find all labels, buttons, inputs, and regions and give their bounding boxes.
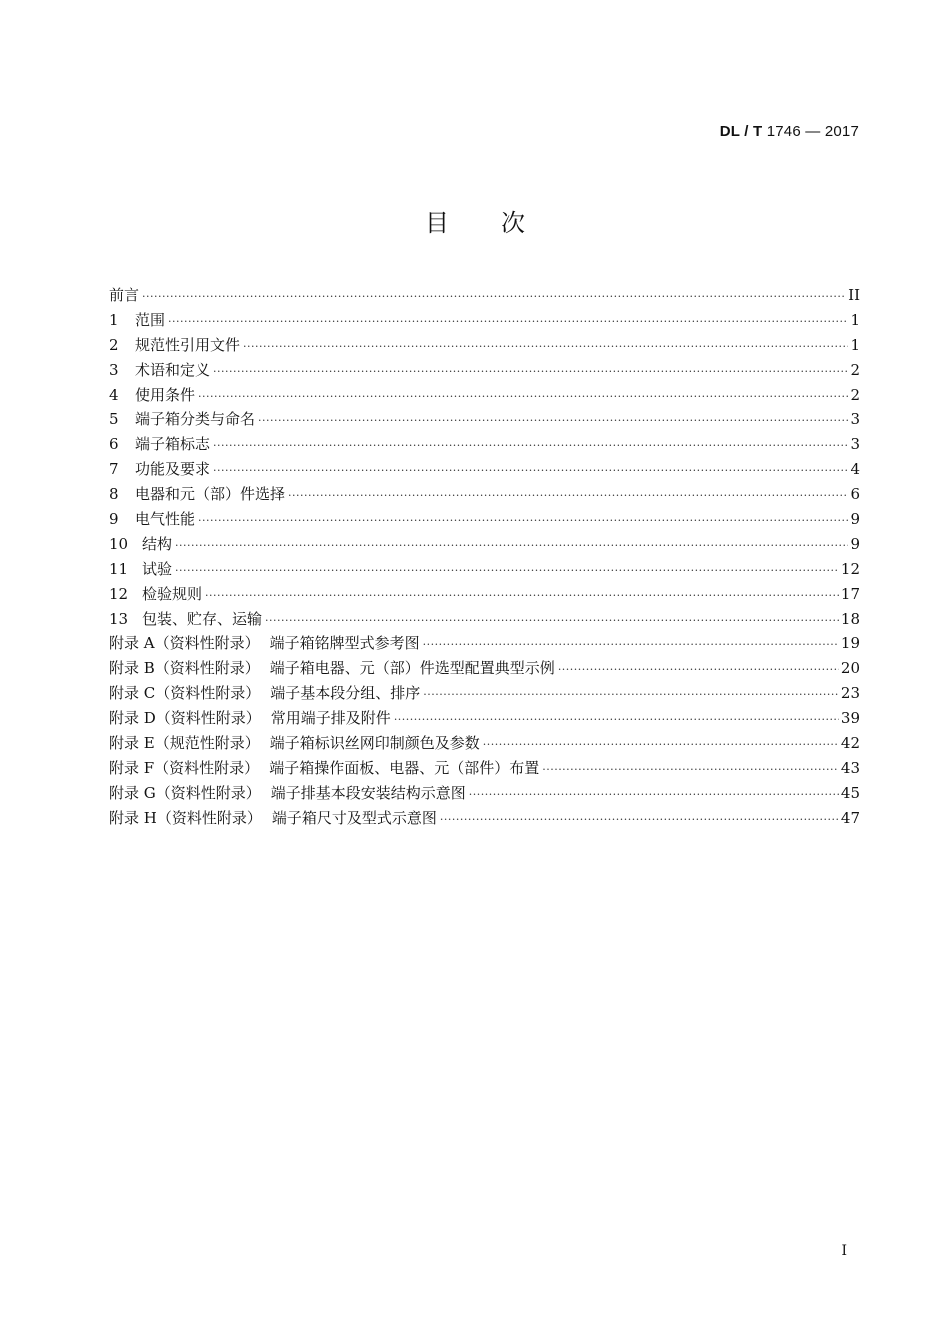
toc-entry-number: 附录 H（资料性附录） [109, 808, 262, 827]
toc-entry-number: 11 [109, 559, 129, 578]
toc-entry-text: 范围 [135, 310, 166, 329]
standard-code-number: 1746 — 2017 [766, 123, 859, 140]
toc-entry[interactable] [109, 582, 860, 607]
toc-entry-page: 3 [850, 435, 860, 454]
toc-entry[interactable] [109, 656, 860, 681]
toc-dot-leader [198, 509, 848, 534]
toc-entry-page: 6 [850, 485, 860, 504]
toc-entry[interactable] [109, 308, 860, 333]
toc-entry-label [109, 681, 421, 706]
toc-entry-text: 检验规则 [142, 584, 203, 603]
toc-entry-number: 6 [109, 435, 119, 454]
toc-entry-number: 附录 E（规范性附录） [109, 734, 260, 753]
toc-entry-text: 结构 [142, 534, 173, 553]
toc-entry-number: 8 [109, 485, 119, 504]
toc-dot-leader [175, 534, 848, 559]
toc-title: 目次 [425, 209, 577, 237]
standard-code [720, 123, 859, 140]
toc-entry-label [109, 507, 196, 532]
toc-entry-label [109, 457, 211, 482]
toc-entry-label [109, 806, 438, 831]
toc-dot-leader [440, 808, 839, 833]
toc-dot-leader [265, 609, 839, 634]
toc-dot-leader [423, 683, 839, 708]
toc-entry-text: 使用条件 [135, 385, 196, 404]
toc-entry[interactable] [109, 432, 860, 457]
toc-entry-label [109, 308, 166, 333]
toc-entry-page: 19 [840, 634, 860, 653]
toc-entry-number: 3 [109, 360, 119, 379]
toc-entry-label [109, 631, 421, 656]
toc-entry-text: 术语和定义 [135, 360, 211, 379]
toc-dot-leader [558, 658, 839, 683]
toc-entry-label [109, 557, 173, 582]
toc-entry-label [109, 731, 481, 756]
toc-entry[interactable] [109, 706, 860, 731]
toc-entry[interactable] [109, 756, 860, 781]
toc-entry-label [109, 532, 173, 557]
toc-entry-page: 18 [840, 609, 860, 628]
toc-entry[interactable] [109, 731, 860, 756]
toc-entry-label [109, 656, 556, 681]
toc-entry-number: 1 [109, 310, 119, 329]
toc-entry-page: 47 [840, 808, 860, 827]
toc-entry[interactable] [109, 806, 860, 831]
toc-entry-number: 5 [109, 410, 119, 429]
toc-entry-number: 10 [109, 534, 129, 553]
toc-entry-label [109, 358, 211, 383]
toc-entry-page: 23 [840, 684, 860, 703]
toc-dot-leader [288, 484, 848, 509]
toc-dot-leader [258, 409, 848, 434]
toc-entry[interactable] [109, 333, 860, 358]
toc-entry[interactable] [109, 482, 860, 507]
toc-dot-leader [213, 360, 848, 385]
toc-dot-leader [213, 459, 848, 484]
toc-entry-number: 12 [109, 584, 129, 603]
toc-entry-label [109, 482, 286, 507]
toc-entry-page: 2 [850, 360, 860, 379]
toc-dot-leader [175, 559, 839, 584]
toc-dot-leader [142, 285, 846, 310]
toc-entry[interactable] [109, 681, 860, 706]
toc-entry-text: 前言 [109, 286, 140, 304]
toc-entry-page: 39 [840, 709, 860, 728]
toc-entry[interactable] [109, 358, 860, 383]
toc-entry-number: 附录 B（资料性附录） [109, 659, 260, 678]
toc-entry-text: 电气性能 [135, 510, 196, 529]
toc-entry-text: 电器和元（部）件选择 [135, 485, 286, 504]
toc-entry-text: 端子箱电器、元（部）件选型配置典型示例 [269, 659, 555, 678]
toc-entry-label [109, 333, 241, 358]
toc-entry-page: 42 [840, 734, 860, 753]
toc-dot-leader [483, 733, 839, 758]
toc-entry-number: 13 [109, 609, 129, 628]
toc-entry-page: 17 [840, 584, 860, 603]
table-of-contents [109, 283, 860, 831]
toc-entry-page: 43 [840, 758, 860, 777]
toc-entry-number: 7 [109, 460, 119, 479]
toc-entry-label [109, 607, 263, 632]
toc-entry-number: 4 [109, 385, 119, 404]
toc-entry-label [109, 432, 211, 457]
toc-entry[interactable] [109, 407, 860, 432]
toc-dot-leader [423, 633, 839, 658]
toc-entry-page: 9 [850, 510, 860, 529]
toc-entry-text: 端子箱标志 [135, 435, 211, 454]
toc-entry[interactable] [109, 507, 860, 532]
toc-entry-number: 附录 G（资料性附录） [109, 783, 261, 802]
toc-entry-text: 包装、贮存、运输 [142, 609, 263, 628]
toc-entry-page: 45 [840, 783, 860, 802]
toc-dot-leader [205, 584, 839, 609]
toc-entry[interactable] [109, 607, 860, 632]
toc-entry[interactable] [109, 557, 860, 582]
toc-entry[interactable] [109, 383, 860, 408]
toc-entry-label [109, 756, 540, 781]
toc-entry-text: 端子箱标识丝网印制颜色及参数 [269, 734, 480, 753]
toc-entry-text: 试验 [142, 559, 173, 578]
toc-dot-leader [198, 385, 848, 410]
toc-entry-number: 2 [109, 335, 119, 354]
toc-entry-page: 1 [850, 310, 860, 329]
toc-entry-label [109, 407, 256, 432]
toc-entry-number: 附录 C（资料性附录） [109, 684, 261, 703]
toc-entry-text: 端子基本段分组、排序 [270, 684, 421, 703]
toc-entry-text: 端子箱尺寸及型式示意图 [271, 808, 437, 827]
toc-entry[interactable] [109, 781, 860, 806]
toc-entry-page: 2 [850, 385, 860, 404]
toc-entry[interactable] [109, 532, 860, 557]
toc-dot-leader [213, 434, 848, 459]
toc-dot-leader [542, 758, 839, 783]
toc-dot-leader [394, 708, 839, 733]
toc-entry-text: 功能及要求 [135, 460, 211, 479]
toc-entry-page: 20 [840, 659, 860, 678]
toc-entry-text: 端子箱分类与命名 [135, 410, 256, 429]
toc-entry-text: 端子箱操作面板、电器、元（部件）布置 [269, 758, 540, 777]
toc-entry-number: 附录 F（资料性附录） [109, 758, 260, 777]
toc-entry-page: 12 [840, 559, 860, 578]
toc-entry-number: 附录 D（资料性附录） [109, 709, 261, 728]
toc-entry-page: 1 [850, 335, 860, 354]
toc-entry-number: 附录 A（资料性附录） [109, 634, 260, 653]
toc-entry-text: 规范性引用文件 [135, 335, 241, 354]
toc-entry-text: 端子箱铭牌型式参考图 [269, 634, 420, 653]
toc-dot-leader [168, 310, 848, 335]
toc-dot-leader [243, 335, 848, 360]
toc-entry-text: 常用端子排及附件 [270, 709, 391, 728]
toc-entry[interactable] [109, 283, 860, 308]
toc-entry-label [109, 283, 140, 308]
toc-entry-page: 4 [850, 460, 860, 479]
toc-entry-page: II [848, 286, 860, 304]
toc-entry-page: 3 [850, 410, 860, 429]
toc-entry[interactable] [109, 631, 860, 656]
toc-entry-label [109, 781, 467, 806]
toc-dot-leader [469, 783, 839, 808]
toc-entry-label [109, 582, 203, 607]
toc-entry-number: 9 [109, 510, 119, 529]
toc-entry-label [109, 706, 392, 731]
toc-entry[interactable] [109, 457, 860, 482]
toc-entry-text: 端子排基本段安装结构示意图 [270, 783, 466, 802]
standard-code-prefix: DL / T [719, 123, 763, 140]
page-number: I [841, 1243, 847, 1259]
toc-entry-page: 9 [850, 534, 860, 553]
toc-entry-label [109, 383, 196, 408]
